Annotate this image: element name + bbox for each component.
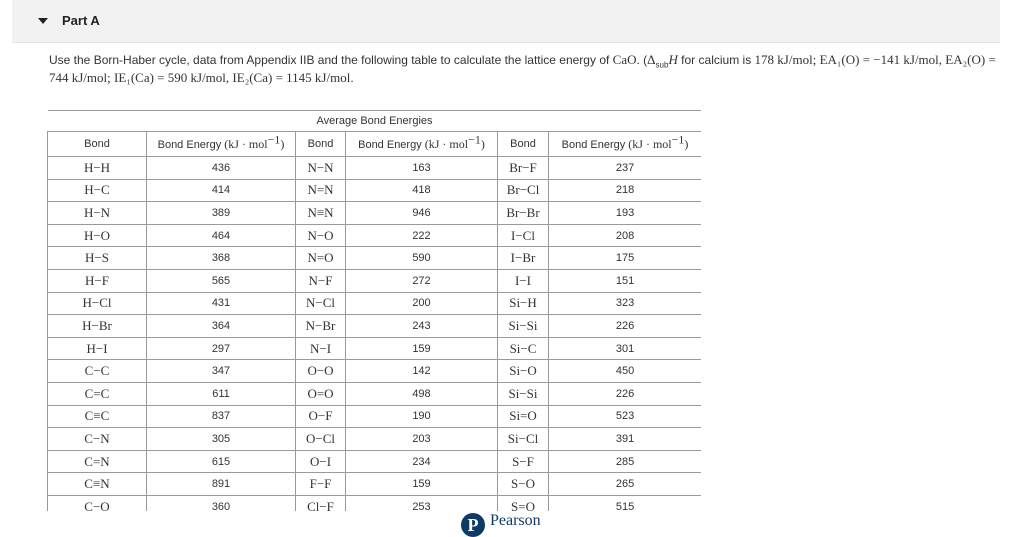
- energy-cell: 837: [147, 405, 296, 428]
- bond-cell: H−I: [48, 337, 147, 360]
- bond-cell: H−C: [48, 179, 147, 202]
- table-row: [48, 473, 702, 496]
- energy-cell: 891: [147, 473, 296, 496]
- bond-cell: N−N: [296, 157, 346, 180]
- bond-cell: H−S: [48, 247, 147, 270]
- energy-cell: 203: [346, 428, 498, 451]
- header-bond-energy: Bond Energy (kJ · mol$^{-1}$): [346, 132, 498, 157]
- bond-cell: Br−Cl: [498, 179, 549, 202]
- electron-affinity-1: EA₁(O) = −141 kJ/mol: [819, 52, 939, 67]
- part-title: Part A: [62, 13, 100, 28]
- energy-cell: 222: [346, 224, 498, 247]
- bond-cell: Si−C: [498, 337, 549, 360]
- table-row: [48, 495, 702, 511]
- energy-cell: 414: [147, 179, 296, 202]
- bond-cell: H−O: [48, 224, 147, 247]
- ionization-energy-1: IE₁(Ca) = 590 kJ/mol: [114, 70, 226, 85]
- question-text: Use the Born-Haber cycle, data from Appendix IIB and the following table to calculate the lattice energy of CaO. ($\Delta_{sub}H$ for calcium is 178 kJ/mol; EA₁(O) = −141 kJ/mol, EA₂(O) = 744 kJ/mol; IE₁(Ca) = 590 kJ/mol, IE₂(Ca) = 1145 kJ/mol.: [49, 52, 996, 85]
- energy-cell: 159: [346, 473, 498, 496]
- bond-cell: C≡C: [48, 405, 147, 428]
- bond-energy-table-container: [47, 110, 701, 511]
- table-row: [48, 315, 702, 338]
- bond-cell: H−N: [48, 202, 147, 225]
- energy-cell: 946: [346, 202, 498, 225]
- calcium-text: for calcium is: [677, 53, 755, 67]
- bond-cell: H−Cl: [48, 292, 147, 315]
- table-row: [48, 269, 702, 292]
- energy-cell: 272: [346, 269, 498, 292]
- sub-label: sub: [655, 60, 669, 70]
- energy-cell: 515: [549, 495, 702, 511]
- bond-cell: C−C: [48, 360, 147, 383]
- energy-cell: 347: [147, 360, 296, 383]
- energy-cell: 226: [549, 315, 702, 338]
- caret-down-icon[interactable]: [38, 18, 48, 24]
- energy-cell: 265: [549, 473, 702, 496]
- table-row: [48, 292, 702, 315]
- table-row: [48, 179, 702, 202]
- header-bond: Bond: [296, 132, 346, 157]
- energy-cell: 208: [549, 224, 702, 247]
- bond-cell: H−H: [48, 157, 147, 180]
- bond-cell: I−Br: [498, 247, 549, 270]
- energy-cell: 151: [549, 269, 702, 292]
- energy-cell: 297: [147, 337, 296, 360]
- energy-cell: 389: [147, 202, 296, 225]
- header-bond-energy: Bond Energy (kJ · mol$^{-1}$): [549, 132, 702, 157]
- energy-cell: 190: [346, 405, 498, 428]
- table-row: [48, 157, 702, 180]
- paren-open: . (: [636, 53, 648, 67]
- energy-cell: 193: [549, 202, 702, 225]
- energy-cell: 305: [147, 428, 296, 451]
- compound-formula: CaO: [612, 52, 637, 67]
- bond-cell: N−I: [296, 337, 346, 360]
- bond-energy-table: [47, 110, 701, 511]
- energy-cell: 301: [549, 337, 702, 360]
- bond-cell: Cl−F: [296, 495, 346, 511]
- energy-cell: 418: [346, 179, 498, 202]
- table-row: [48, 224, 702, 247]
- bond-cell: O−I: [296, 450, 346, 473]
- bond-cell: C=C: [48, 382, 147, 405]
- table-row: [48, 382, 702, 405]
- energy-cell: 237: [549, 157, 702, 180]
- header-bond: Bond: [48, 132, 147, 157]
- energy-cell: 523: [549, 405, 702, 428]
- bond-cell: C≡N: [48, 473, 147, 496]
- energy-cell: 323: [549, 292, 702, 315]
- energy-cell: 450: [549, 360, 702, 383]
- bond-cell: C−N: [48, 428, 147, 451]
- bond-cell: O=O: [296, 382, 346, 405]
- question-intro: Use the Born-Haber cycle, data from Appendix IIB and the following table to calculate the lattice energy of: [49, 53, 613, 67]
- energy-cell: 163: [346, 157, 498, 180]
- energy-cell: 226: [549, 382, 702, 405]
- energy-cell: 285: [549, 450, 702, 473]
- bond-cell: S−F: [498, 450, 549, 473]
- energy-cell: 360: [147, 495, 296, 511]
- bond-cell: H−F: [48, 269, 147, 292]
- bond-cell: O−F: [296, 405, 346, 428]
- bond-cell: C−O: [48, 495, 147, 511]
- bond-cell: Si−H: [498, 292, 549, 315]
- bond-cell: S=O: [498, 495, 549, 511]
- bond-cell: N−Cl: [296, 292, 346, 315]
- bond-cell: S−O: [498, 473, 549, 496]
- ionization-energy-2: IE₂(Ca) = 1145 kJ/mol: [232, 70, 351, 85]
- bond-cell: C=N: [48, 450, 147, 473]
- electron-affinity-2: EA₂(O) = 744 kJ/mol: [49, 52, 996, 85]
- energy-cell: 590: [346, 247, 498, 270]
- table-row: [48, 405, 702, 428]
- bond-cell: Si−O: [498, 360, 549, 383]
- table-row: [48, 247, 702, 270]
- bond-cell: Br−Br: [498, 202, 549, 225]
- energy-cell: 368: [147, 247, 296, 270]
- bond-cell: F−F: [296, 473, 346, 496]
- header-bond: Bond: [498, 132, 549, 157]
- pearson-logo-icon: P: [461, 513, 485, 537]
- energy-cell: 436: [147, 157, 296, 180]
- energy-cell: 565: [147, 269, 296, 292]
- energy-cell: 200: [346, 292, 498, 315]
- bond-cell: N−Br: [296, 315, 346, 338]
- table-row: [48, 360, 702, 383]
- bond-cell: Si−Si: [498, 382, 549, 405]
- energy-cell: 175: [549, 247, 702, 270]
- energy-cell: 615: [147, 450, 296, 473]
- energy-cell: 142: [346, 360, 498, 383]
- bond-cell: Br−F: [498, 157, 549, 180]
- bond-cell: O−O: [296, 360, 346, 383]
- question-end: .: [350, 71, 354, 85]
- energy-cell: 243: [346, 315, 498, 338]
- table-row: [48, 337, 702, 360]
- table-row: [48, 202, 702, 225]
- energy-cell: 234: [346, 450, 498, 473]
- energy-cell: 364: [147, 315, 296, 338]
- bond-cell: O−Cl: [296, 428, 346, 451]
- bond-cell: N−O: [296, 224, 346, 247]
- table-row: [48, 428, 702, 451]
- energy-cell: 159: [346, 337, 498, 360]
- bond-cell: I−Cl: [498, 224, 549, 247]
- part-a-header[interactable]: [12, 0, 1000, 43]
- bond-cell: N=O: [296, 247, 346, 270]
- bond-cell: Si=O: [498, 405, 549, 428]
- bond-cell: Si−Si: [498, 315, 549, 338]
- energy-cell: 391: [549, 428, 702, 451]
- bond-cell: Si−Cl: [498, 428, 549, 451]
- bond-cell: H−Br: [48, 315, 147, 338]
- bond-cell: N−F: [296, 269, 346, 292]
- energy-cell: 498: [346, 382, 498, 405]
- enthalpy-symbol: H: [668, 52, 678, 67]
- table-row: [48, 450, 702, 473]
- energy-cell: 218: [549, 179, 702, 202]
- delta-symbol: Δ: [647, 52, 656, 67]
- pearson-logo-text: Pearson: [490, 512, 541, 529]
- table-caption: Average Bond Energies: [48, 111, 702, 132]
- energy-cell: 431: [147, 292, 296, 315]
- sublimation-value: 178 kJ/mol: [754, 52, 813, 67]
- energy-cell: 253: [346, 495, 498, 511]
- header-bond-energy: Bond Energy (kJ · mol$^{-1}$): [147, 132, 296, 157]
- energy-cell: 464: [147, 224, 296, 247]
- bond-cell: N≡N: [296, 202, 346, 225]
- energy-cell: 611: [147, 382, 296, 405]
- bond-cell: I−I: [498, 269, 549, 292]
- bond-cell: N=N: [296, 179, 346, 202]
